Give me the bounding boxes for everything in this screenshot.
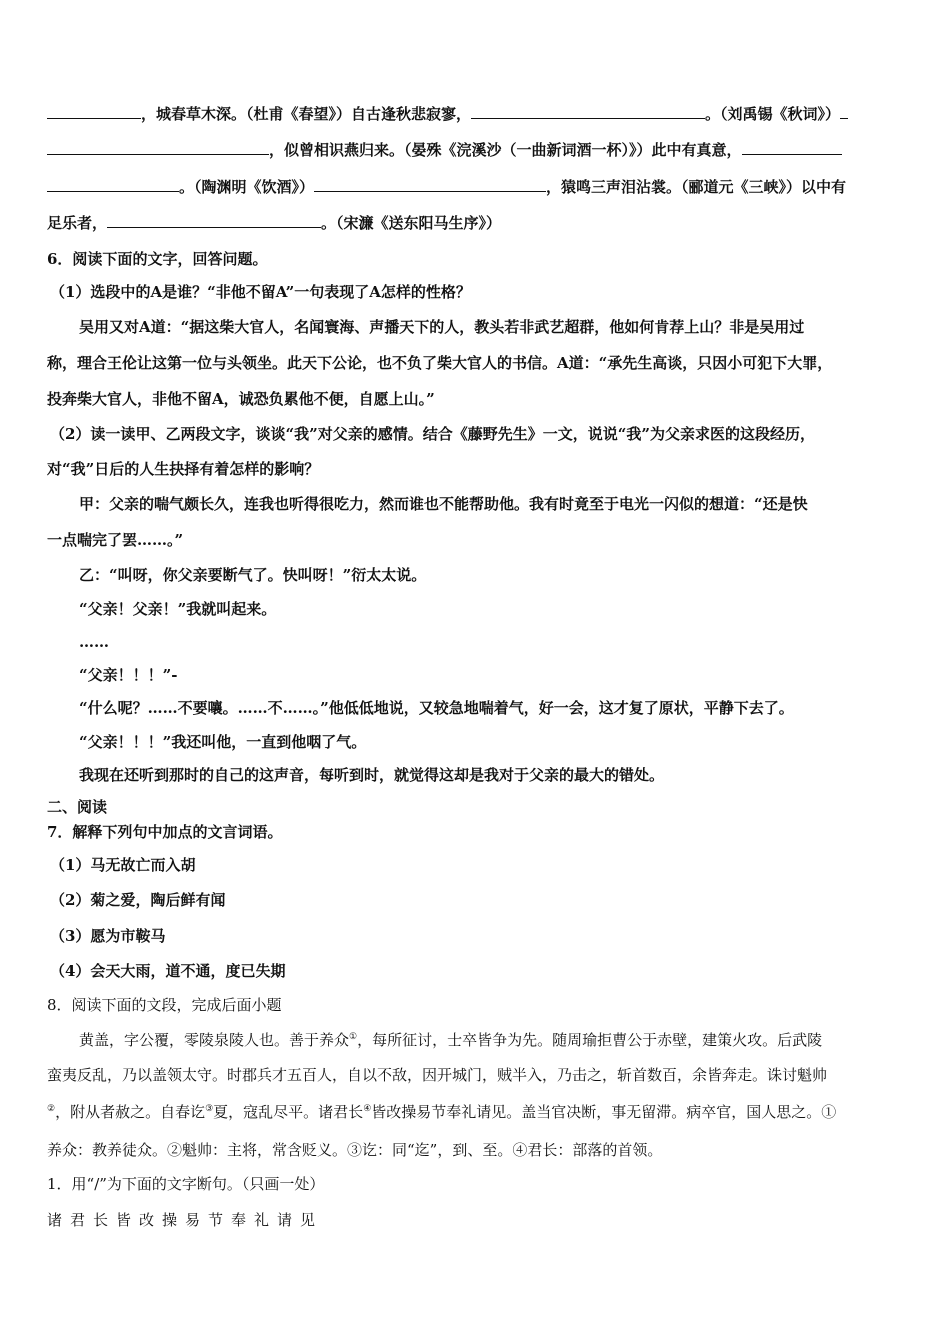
q6-passage-line: 吴用又对A道：“据这柴大官人，名闻寰海、声播天下的人，教头若非武艺超群，他如何肯荐上山？非是吴用过	[79, 318, 805, 336]
footnote-mark: ①	[349, 1032, 358, 1042]
q8-passage-line: 蛮夷反乱，乃以盖领太守。时郡兵才五百人，自以不敌，因开城门，贼半入，乃击之，斩首数百，余皆奔走。诛讨魁帅	[47, 1066, 828, 1084]
q6-sub2-line: （2）读一读甲、乙两段文字，谈谈“我”对父亲的感情。结合《藤野先生》一文，说说“我”为父亲求医的这段经历，	[50, 425, 815, 443]
section-heading: 二、阅读	[47, 798, 108, 816]
footnote-mark: ②	[47, 1104, 56, 1114]
answer-blank[interactable]	[840, 104, 848, 119]
q6-jia-line: 甲：父亲的喘气颇长久，连我也听得很吃力，然而谁也不能帮助他。我有时竟至于电光一闪似的想道：“还是快	[79, 495, 808, 513]
q7-item: （2）菊之爱，陶后鲜有闻	[50, 891, 226, 909]
fill-line-2: ，似曾相识燕归来。（晏殊《浣溪沙（一曲新词酒一杯）》）此中有真意，	[47, 140, 907, 160]
q7-item: （3）愿为市鞍马	[50, 927, 166, 945]
fill-line-1: ，城春草木深。（杜甫《春望》）自古逢秋悲寂寥， 。（刘禹锡《秋词》）	[47, 104, 907, 124]
answer-blank[interactable]	[47, 177, 179, 192]
q6-sub2-line: 对“我”日后的人生抉择有着怎样的影响？	[47, 460, 320, 478]
q6-yi-line: 乙：“叫呀，你父亲要断气了。快叫呀！”衍太太说。	[79, 566, 427, 584]
q8-sub1: 1．用“/”为下面的文字断句。（只画一处）	[47, 1175, 325, 1193]
q8-passage-line: 黄盖，字公覆，零陵泉陵人也。善于养众①，每所征讨，士卒皆争为先。随周瑜拒曹公于赤壁，建策火攻。后武陵	[79, 1031, 823, 1049]
q6-yi-line: “什么呢？……不要嚷。……不……。”他低低地说，又较急地喘着气，好一会，这才复了原状，平静下去了。	[79, 699, 794, 717]
footnote-mark: ③	[205, 1104, 214, 1114]
q6-yi-line: 我现在还听到那时的自己的这声音，每听到时，就觉得这却是我对于父亲的最大的错处。	[79, 766, 665, 784]
answer-blank[interactable]	[107, 213, 321, 228]
answer-blank[interactable]	[314, 177, 546, 192]
q6-jia-line: 一点喘完了罢……。”	[47, 531, 184, 549]
q6-yi-line: “父亲！！！”-	[79, 666, 178, 684]
dotted-word: 度	[225, 962, 241, 980]
fill-line-3: 。（陶渊明《饮酒》） ，猿鸣三声泪沾裳。（郦道元《三峡》）以中有	[47, 177, 907, 197]
q6-yi-line: ……	[79, 633, 109, 651]
q8-passage-line: ②，附从者赦之。自春讫③夏，寇乱尽平。诸君长④皆改操易节奉礼请见。盖当官决断，事无留滞。病卒官，国人思之。①	[47, 1103, 837, 1121]
q6-passage-line: 称，理合王伦让这第一位与头领坐。此天下公论，也不负了柴大官人的书信。A道：“承先生高谈，只因小可犯下大罪，	[47, 354, 833, 372]
q6-yi-line: “父亲！！！”我还叫他，一直到他咽了气。	[79, 733, 367, 751]
answer-blank[interactable]	[47, 140, 269, 155]
dotted-word: 鲜	[180, 891, 196, 909]
answer-blank[interactable]	[742, 140, 842, 155]
fill-line-4: 足乐者， 。（宋濂《送东阳马生序》）	[47, 214, 502, 232]
footnote-mark: ④	[363, 1104, 372, 1114]
q8-sentence[interactable]: 诸君长皆改操易节奉礼请见	[47, 1211, 324, 1229]
dotted-word: 鞍	[135, 927, 151, 945]
q7-item: （4）会天大雨，道不通，度已失期	[50, 962, 286, 980]
answer-blank[interactable]	[47, 104, 141, 119]
dotted-word: 亡	[135, 856, 151, 874]
q6-yi-line: “父亲！父亲！”我就叫起来。	[79, 600, 277, 618]
q6-title: 6．阅读下面的文字，回答问题。	[47, 250, 268, 268]
q6-passage-line: 投奔柴大官人，非他不留A，诚恐负累他不便，自愿上山。”	[47, 390, 435, 408]
q7-title: 7．解释下列句中加点的文言词语。	[47, 823, 283, 841]
q6-sub1: （1）选段中的A是谁？“非他不留A”一句表现了A怎样的性格？	[50, 283, 471, 301]
q8-footnotes: 养众：教养徒众。②魁帅：主将，常含贬义。③讫：同“迄”，到、至。④君长：部落的首领。	[47, 1141, 663, 1159]
q8-title: 8．阅读下面的文段，完成后面小题	[47, 996, 282, 1014]
q7-item: （1）马无故亡而入胡	[50, 856, 196, 874]
answer-blank[interactable]	[471, 104, 705, 119]
